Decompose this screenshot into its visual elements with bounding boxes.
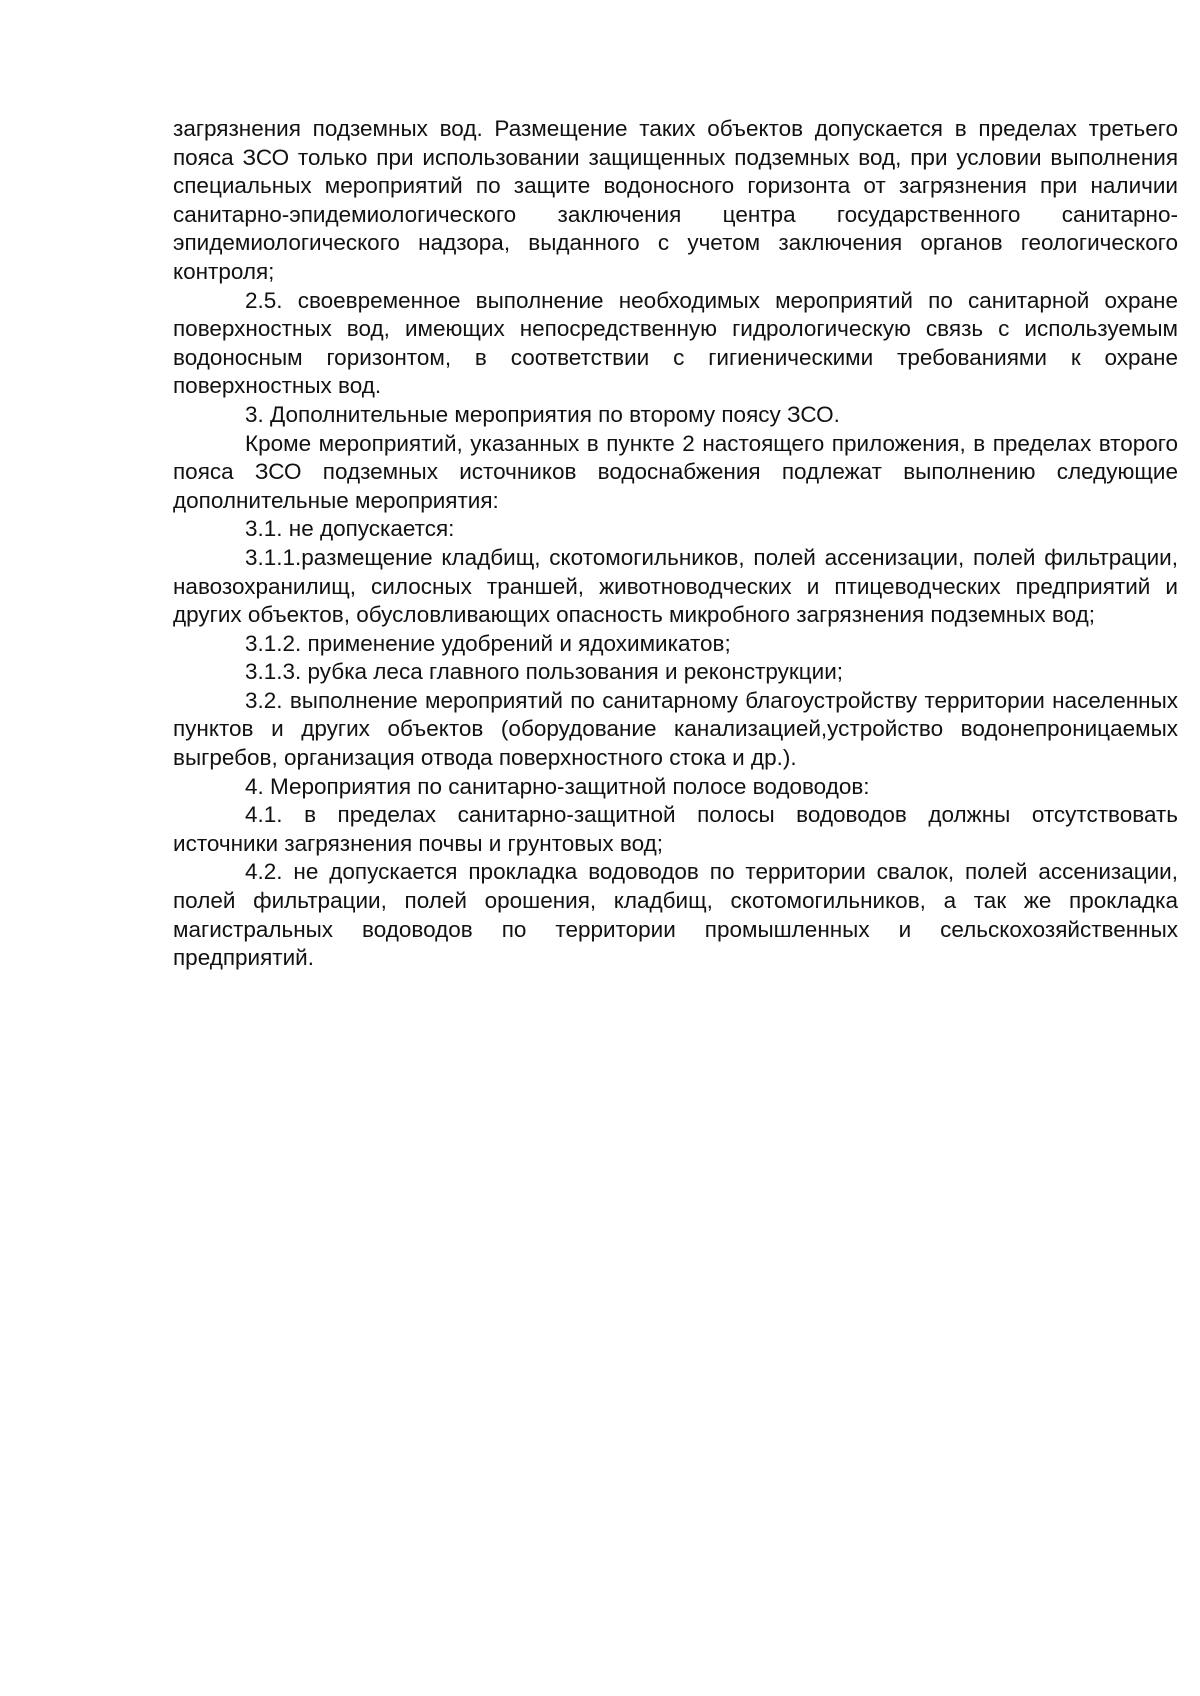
paragraph-2-5: 2.5. своевременное выполнение необходимых мероприятий по санитарной охране поверхностных вод, имеющих непосредственную гидрологическую связь с используемым водоносным горизонтом, в соответствии с гигиеническими требованиями к охране поверхностных вод. bbox=[173, 287, 1178, 399]
paragraph-4-1: 4.1. в пределах санитарно-защитной полосы водоводов должны отсутствовать источники загрязнения почвы и грунтовых вод; bbox=[173, 802, 1178, 856]
paragraph-3-1-3: 3.1.3. рубка леса главного пользования и реконструкции; bbox=[245, 659, 844, 685]
paragraph-3-1-2: 3.1.2. применение удобрений и ядохимикатов; bbox=[245, 630, 731, 656]
paragraph-section-3-intro: Кроме мероприятий, указанных в пункте 2 настоящего приложения, в пределах второго пояса ЗСО подземных источников водоснабжения подлежат выполнению следующие дополнительные мероприятия: bbox=[173, 430, 1178, 513]
document-body bbox=[173, 115, 1178, 973]
paragraph-3-1-1: 3.1.1.размещение кладбищ, скотомогильников, полей ассенизации, полей фильтрации, навозохранилищ, силосных траншей, животноводческих и птицеводческих предприятий и других объектов, обусловливающих опасность микробного загрязнения подземных вод; bbox=[173, 544, 1178, 628]
paragraph-zone-three-continuation: загрязнения подземных вод. Размещение таких объектов допускается в пределах третьего пояса ЗСО только при использовании защищенных подземных вод, при условии выполнения специальных мероприятий по защите водоносного горизонта от загрязнения при наличии санитарно-эпидемиологического заключения центра государственного санитарно-эпидемиологического надзора, выданного с учетом заключения органов геологического контроля; bbox=[173, 116, 1178, 284]
paragraph-3-2: 3.2. выполнение мероприятий по санитарному благоустройству территории населенных пунктов и других объектов (оборудование канализацией,устройство водонепроницаемых выгребов, организация отвода поверхностного стока и др.). bbox=[173, 687, 1178, 771]
paragraph-3-1: 3.1. не допускается: bbox=[245, 516, 455, 542]
heading-section-4: 4. Мероприятия по санитарно-защитной полосе водоводов: bbox=[245, 773, 870, 799]
heading-section-3: 3. Дополнительные мероприятия по второму поясу ЗСО. bbox=[245, 401, 840, 427]
paragraph-4-2: 4.2. не допускается прокладка водоводов по территории свалок, полей ассенизации, полей фильтрации, полей орошения, кладбищ, скотомогильников, а так же прокладка магистральных водоводов по территории промышленных и сельскохозяйственных предприятий. bbox=[173, 859, 1178, 971]
